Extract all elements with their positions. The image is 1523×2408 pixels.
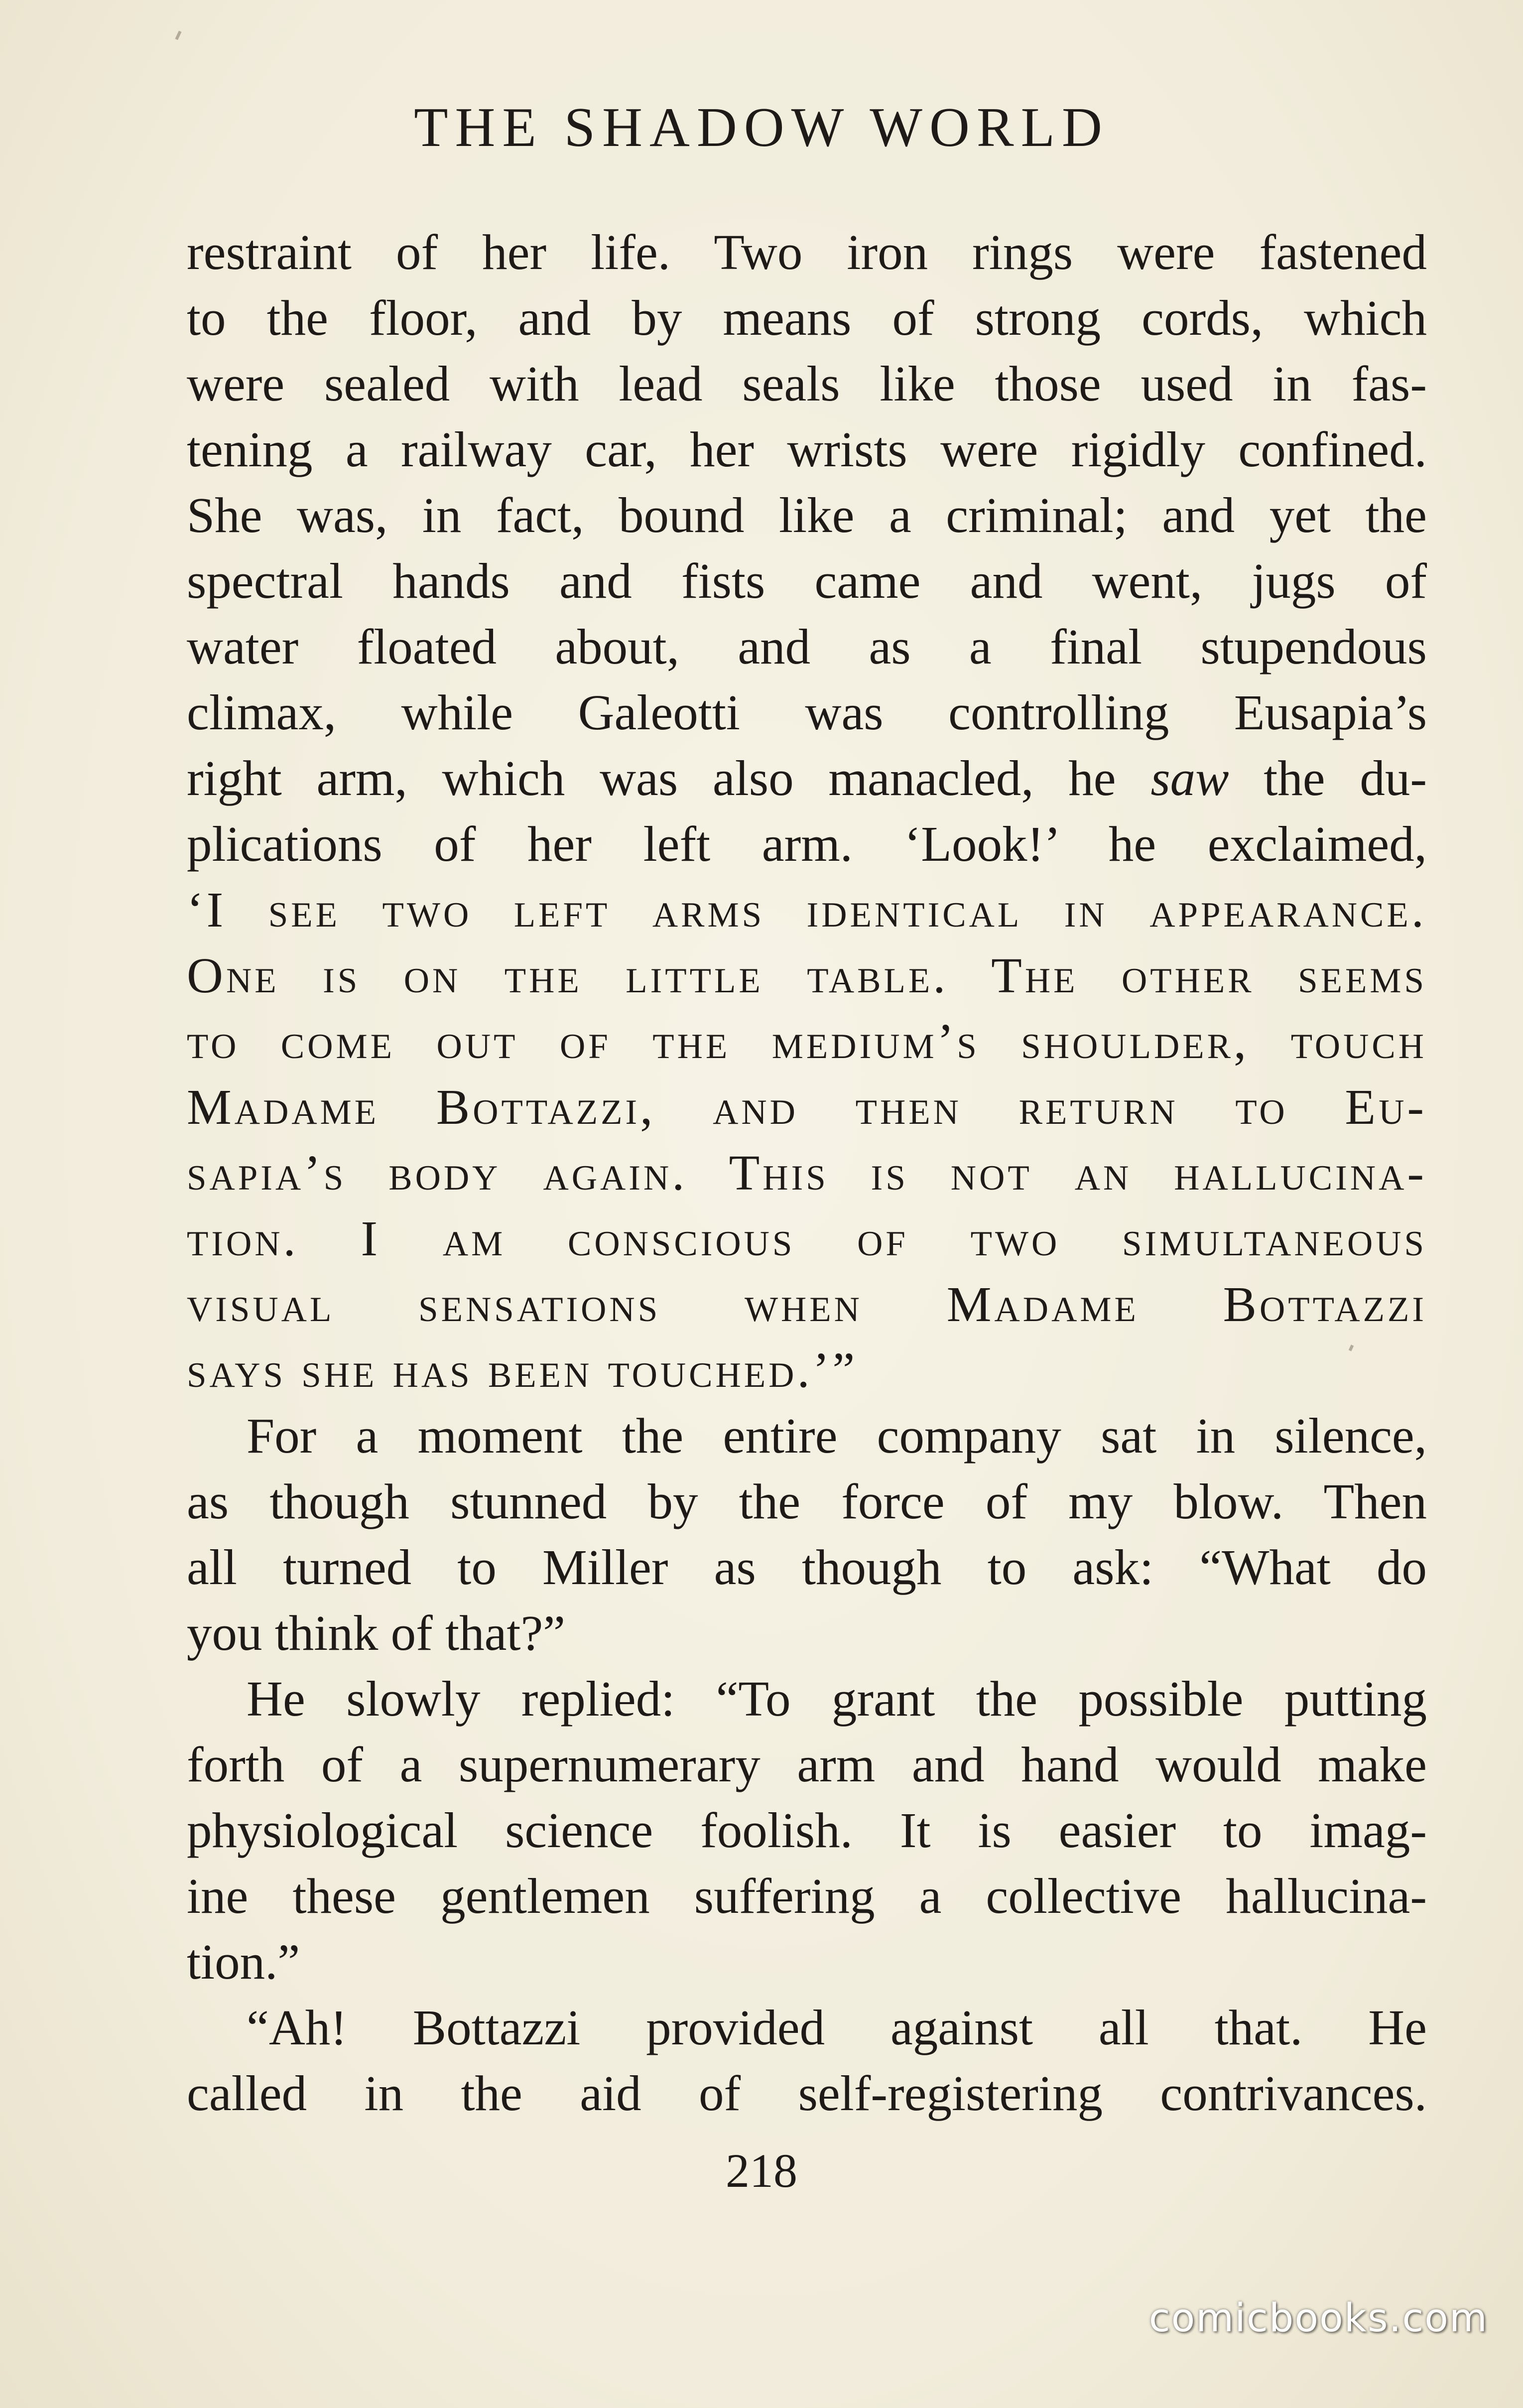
text-line: Madame Bottazzi, and then return to Eu- bbox=[187, 1079, 1427, 1135]
text-line: visual sensations when Madame Bottazzi bbox=[187, 1276, 1427, 1332]
text-line: you think of that?” bbox=[187, 1605, 566, 1661]
text-line: were sealed with lead seals like those used in fas- bbox=[187, 356, 1427, 411]
watermark: comicbooks.com bbox=[1148, 2296, 1488, 2341]
text-line: says she has been touched.’” bbox=[187, 1342, 858, 1398]
italic-word: saw bbox=[1150, 750, 1229, 806]
body-text bbox=[187, 219, 1427, 2126]
ink-speck bbox=[175, 31, 181, 40]
text-line: climax, while Galeotti was controlling Eusapia’s bbox=[187, 684, 1427, 740]
text-line: tion.” bbox=[187, 1934, 300, 1990]
text-line: right arm, which was also manacled, he saw the du- bbox=[187, 750, 1427, 806]
text-line: all turned to Miller as though to ask: “What do bbox=[187, 1539, 1427, 1595]
text-line: spectral hands and fists came and went, jugs of bbox=[187, 553, 1427, 609]
text-line: plications of her left arm. ‘Look!’ he exclaimed, bbox=[187, 816, 1427, 872]
text-line: ‘I see two left arms identical in appearance. bbox=[187, 882, 1427, 937]
text-line: He slowly replied: “To grant the possible putting bbox=[247, 1671, 1427, 1727]
text-line: called in the aid of self-registering contrivances. bbox=[187, 2065, 1427, 2121]
text-line: ine these gentlemen suffering a collective hallucina- bbox=[187, 1868, 1427, 1924]
text-line: to the floor, and by means of strong cords, which bbox=[187, 290, 1427, 346]
text-line: tion. I am conscious of two simultaneous bbox=[187, 1210, 1427, 1266]
text-line: physiological science foolish. It is easier to imag- bbox=[187, 1802, 1427, 1858]
text-line: forth of a supernumerary arm and hand would make bbox=[187, 1737, 1427, 1792]
text-line: “Ah! Bottazzi provided against all that. He bbox=[247, 2000, 1427, 2055]
running-head: THE SHADOW WORLD bbox=[414, 97, 1109, 158]
text-line: sapia’s body again. This is not an hallucina- bbox=[187, 1145, 1427, 1201]
text-line: She was, in fact, bound like a criminal; and yet the bbox=[187, 487, 1427, 543]
page-number: 218 bbox=[726, 2144, 797, 2197]
text-line: One is on the little table. The other seems bbox=[187, 947, 1427, 1003]
text-line: as though stunned by the force of my blow. Then bbox=[187, 1473, 1427, 1529]
text-line: to come out of the medium’s shoulder, touch bbox=[187, 1013, 1427, 1069]
text-line: restraint of her life. Two iron rings were fastened bbox=[187, 224, 1427, 280]
text-line: water floated about, and as a final stupendous bbox=[187, 619, 1427, 674]
text-line: For a moment the entire company sat in silence, bbox=[247, 1408, 1427, 1464]
text-line: tening a railway car, her wrists were rigidly confined. bbox=[187, 421, 1427, 477]
